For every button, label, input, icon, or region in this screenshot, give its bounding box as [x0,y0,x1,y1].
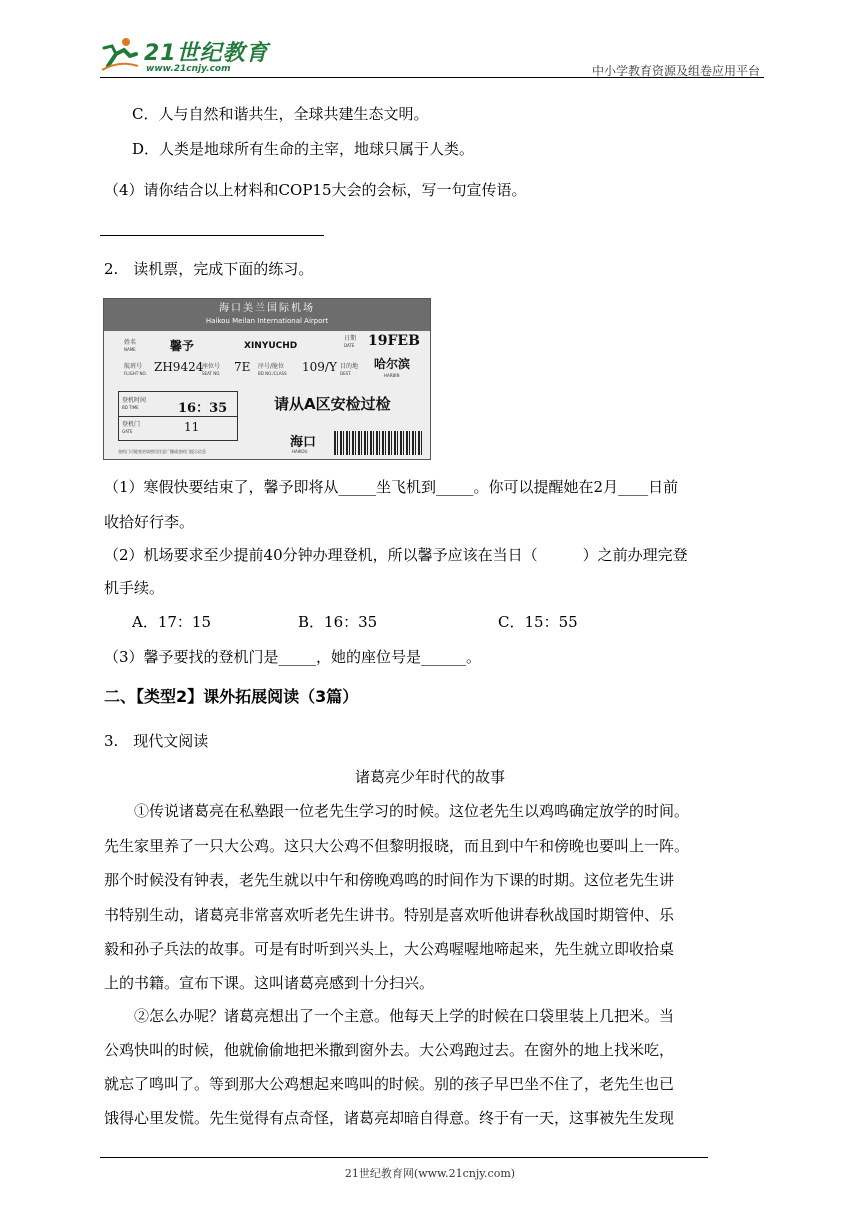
p2-line: 就忘了鸣叫了。等到那大公鸡想起来鸣叫的时候。别的孩子早巴坐不住了，老先生也已 [104,1075,675,1093]
ticket-class-label-en: BD NO./CLASS [258,371,287,376]
p1-line: 那个时候没有钟表，老先生就以中午和傍晚鸡鸣的时间作为下课的时期。这位老先生讲 [104,871,675,889]
barcode-graphic [334,431,422,455]
ticket-security-text: 请从A区安检过检 [274,395,391,413]
site-logo [100,34,270,78]
logo-brand-text: 21世纪教育 [144,41,269,66]
q2-sub2-line2: 机手续。 [104,579,165,597]
footer-divider [100,1157,708,1158]
ticket-bt-label: 登机时间 [122,397,147,404]
answer-blank-line [100,235,324,236]
ticket-gate-value: 11 [184,420,200,434]
ticket-seat-value: 7E [234,360,251,374]
ticket-date-value: 19FEB [368,333,420,349]
q1-option-d: D．人类是地球所有生命的主宰，地球只属于人类。 [132,140,475,158]
p2-line: 饿得心里发慌。先生觉得有点奇怪，诸葛亮却暗自得意。终于有一天，这事被先生发现 [104,1109,675,1127]
boarding-pass-image [103,298,431,460]
header-divider [100,77,764,78]
ticket-gate-label-en: GATE [122,429,133,434]
q2-option-c: C．15：55 [498,613,578,631]
q1-option-c: C．人与自然和谐共生，全球共建生态文明。 [132,105,429,123]
ticket-bt-value: 16：35 [178,401,228,416]
ticket-dest-label-en: DEST. [340,371,352,376]
ticket-gate-label: 登机门 [122,421,141,428]
story-title: 诸葛亮少年时代的故事 [354,768,505,786]
footer-text: 21世纪教育网(www.21cnjy.com) [344,1167,516,1180]
ticket-origin: 海口 [290,435,317,450]
section-heading: 二、【类型2】课外拓展阅读（3篇） [104,687,359,706]
q2-sub1-line2: 收拾好行李。 [104,513,195,531]
ticket-airport-cn: 海口美兰国际机场 [219,303,315,314]
ticket-seat-label-en: SEAT NO. [202,371,221,376]
p1-line: ①传说诸葛亮在私塾跟一位老先生学习的时候。这位老先生以鸡鸣确定放学的时间。 [104,802,690,820]
ticket-bt-label-en: BD TIME [122,405,139,410]
p2-line: ②怎么办呢？诸葛亮想出了一个主意。他每天上学的时候在口袋里装上几把米。当 [104,1007,675,1025]
q2-option-a: A．17：15 [132,613,212,631]
ticket-dest-value: 哈尔滨 [374,357,411,371]
ticket-class-value: 109/Y [302,360,337,374]
q2-stem: 2. 读机票，完成下面的练习。 [104,260,314,278]
q1-sub4: （4）请你结合以上材料和COP15大会的会标，写一句宣传语。 [104,181,527,199]
ticket-date-label: 日期 [344,335,357,342]
ticket-name-label: 姓名 [124,339,137,346]
p1-line: 书特别生动，诸葛亮非常喜欢听老先生讲书。特别是喜欢听他讲春秋战国时期管仲、乐 [104,906,675,924]
ticket-name-value: 馨予 [170,339,195,353]
ticket-seat-label: 座位号 [202,363,221,370]
q2-sub2-line1: （2）机场要求至少提前40分钟办理登机，所以馨予应该在当日（ ）之前办理完登 [104,546,688,564]
ticket-name-label-en: NAME [124,347,136,352]
ticket-flight-value: ZH9424 [154,360,204,374]
ticket-header [104,299,430,331]
runner-logo-icon [100,36,140,72]
ticket-flight-label-en: FLIGHT NO. [124,371,147,376]
ticket-name-pinyin: XINYUCHD [244,341,298,351]
ticket-airport-en: Haikou Meilan International Airport [205,317,329,325]
q2-option-b: B．16：35 [298,613,378,631]
ticket-notice: 登机门可能变更请密切注意广播或登机门提示信息 [118,449,206,454]
p1-line: 先生家里养了一只大公鸡。这只大公鸡不但黎明报晓，而且到中午和傍晚也要叫上一阵。 [104,837,690,855]
p1-line: 上的书籍。宣布下课。这叫诸葛亮感到十分扫兴。 [104,974,435,992]
q3-stem: 3. 现代文阅读 [104,732,209,750]
ticket-class-label: 序号/舱位 [258,363,285,370]
ticket-origin-en: HAIKOU [292,449,308,454]
q2-sub3: （3）馨予要找的登机门是_____，她的座位号是______。 [104,648,482,666]
ticket-dest-en: HARBIN [384,373,400,378]
platform-name: 中小学教育资源及组卷应用平台 [591,64,760,78]
ticket-flight-label: 航班号 [124,363,143,370]
ticket-dest-label: 目的地 [340,363,359,370]
p1-line: 毅和孙子兵法的故事。可是有时听到兴头上，大公鸡喔喔地啼起来，先生就立即收拾桌 [104,940,675,958]
logo-url-text: www.21cnjy.com [146,64,231,74]
q2-sub1-line1: （1）寒假快要结束了，馨予即将从_____坐飞机到_____。你可以提醒她在2月____日前 [104,478,679,496]
ticket-date-label-en: DATE [344,343,355,348]
p2-line: 公鸡快叫的时候，他就偷偷地把米撒到窗外去。大公鸡跑过去。在窗外的地上找米吃， [104,1041,675,1059]
